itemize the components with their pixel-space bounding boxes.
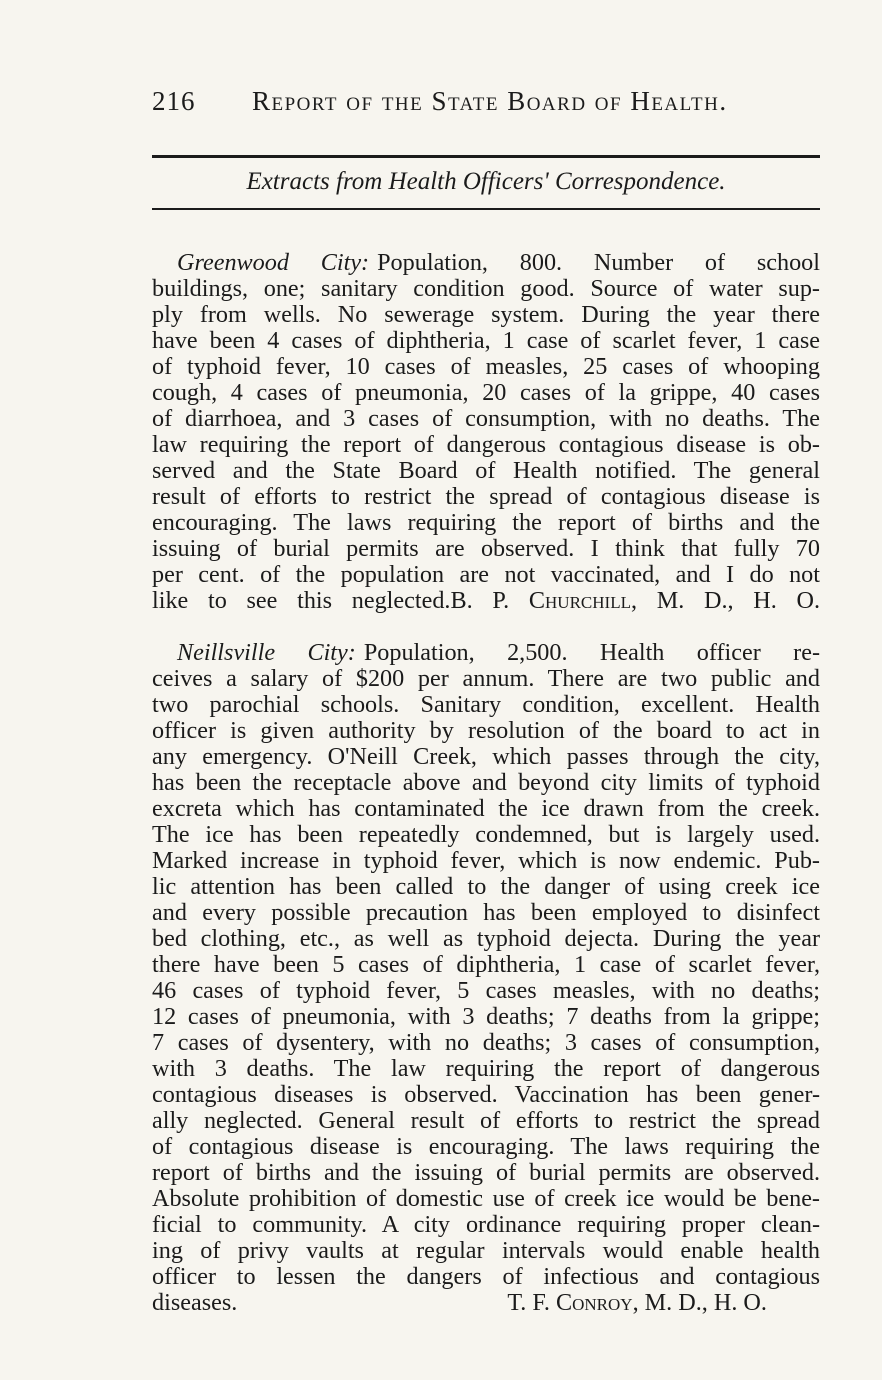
entry-neillsville [152,640,820,1316]
entry-line: ply from wells. No sewerage system. During the year there [152,301,820,328]
section-title: Extracts from Health Officers' Correspondence. [246,168,726,195]
closing-text: like to see this neglected. [152,587,451,614]
signature: T. F. Conroy, M. D., H. O. [507,1289,767,1316]
entry-line: and every possible precaution has been employed to disinfect [152,899,820,926]
entry-line: bed clothing, etc., as well as typhoid dejecta. During the year [152,925,820,952]
place-name: Neillsville City: [177,639,356,666]
entry-line: ally neglected. General result of efforts to restrict the spread [152,1107,820,1134]
entry-line: two parochial schools. Sanitary condition, excellent. Health [152,691,820,718]
entry-line: Population, 800. Number of school [377,249,820,276]
page-number: 216 [152,86,196,116]
entry-line: per cent. of the population are not vaccinated, and I do not [152,561,820,588]
entry-line: contagious diseases is observed. Vaccination has been gener- [152,1081,820,1108]
entry-line: 46 cases of typhoid fever, 5 cases measles, with no deaths; [152,977,820,1004]
entry-line: any emergency. O'Neill Creek, which passes through the city, [152,743,820,770]
closing-text: diseases. [152,1289,238,1316]
entry-greenwood [152,250,820,614]
entry-line: with 3 deaths. The law requiring the report of dangerous [152,1055,820,1082]
page-header [152,86,820,120]
entry-line: excreta which has contaminated the ice drawn from the creek. [152,795,820,822]
entry-line: The ice has been repeatedly condemned, but is largely used. [152,821,820,848]
entry-closing-line [152,588,820,614]
entry-line: of contagious disease is encouraging. The laws requiring the [152,1133,820,1160]
entry-first-line [152,640,820,666]
entry-line: 12 cases of pneumonia, with 3 deaths; 7 deaths from la grippe; [152,1003,820,1030]
entry-closing-line [152,1290,820,1316]
bottom-rule [152,208,820,210]
entry-line: Absolute prohibition of domestic use of creek ice would be bene- [152,1185,820,1212]
entry-line: have been 4 cases of diphtheria, 1 case of scarlet fever, 1 case [152,327,820,354]
entry-line: ceives a salary of $200 per annum. There are two public and [152,665,820,692]
top-rule [152,155,820,158]
entry-line: of diarrhoea, and 3 cases of consumption, with no deaths. The [152,405,820,432]
entry-line: result of efforts to restrict the spread of contagious disease is [152,483,820,510]
entry-line: there have been 5 cases of diphtheria, 1 case of scarlet fever, [152,951,820,978]
entry-line: ing of privy vaults at regular intervals would enable health [152,1237,820,1264]
entry-line: lic attention has been called to the danger of using creek ice [152,873,820,900]
entry-line: officer is given authority by resolution of the board to act in [152,717,820,744]
entry-line: Population, 2,500. Health officer re- [363,639,821,666]
place-name: Greenwood City: [177,249,370,276]
entry-first-line [152,250,820,276]
entry-line: report of births and the issuing of burial permits are observed. [152,1159,820,1186]
running-title: Report of the State Board of Health. [252,86,728,116]
entry-line: ficial to community. A city ordinance requiring proper clean- [152,1211,820,1238]
entry-line: has been the receptacle above and beyond city limits of typhoid [152,769,820,796]
entry-line: Marked increase in typhoid fever, which is now endemic. Pub- [152,847,820,874]
signature: B. P. Churchill, M. D., H. O. [450,587,820,614]
entry-line: cough, 4 cases of pneumonia, 20 cases of la grippe, 40 cases [152,379,820,406]
entry-line: officer to lessen the dangers of infectious and contagious [152,1263,820,1290]
entry-line: encouraging. The laws requiring the report of births and the [152,509,820,536]
entry-line: buildings, one; sanitary condition good. Source of water sup- [152,275,820,302]
entry-line: served and the State Board of Health notified. The general [152,457,820,484]
entry-line: 7 cases of dysentery, with no deaths; 3 cases of consumption, [152,1029,820,1056]
entry-line: issuing of burial permits are observed. I think that fully 70 [152,535,820,562]
entry-line: of typhoid fever, 10 cases of measles, 25 cases of whooping [152,353,820,380]
entry-line: law requiring the report of dangerous contagious disease is ob- [152,431,820,458]
